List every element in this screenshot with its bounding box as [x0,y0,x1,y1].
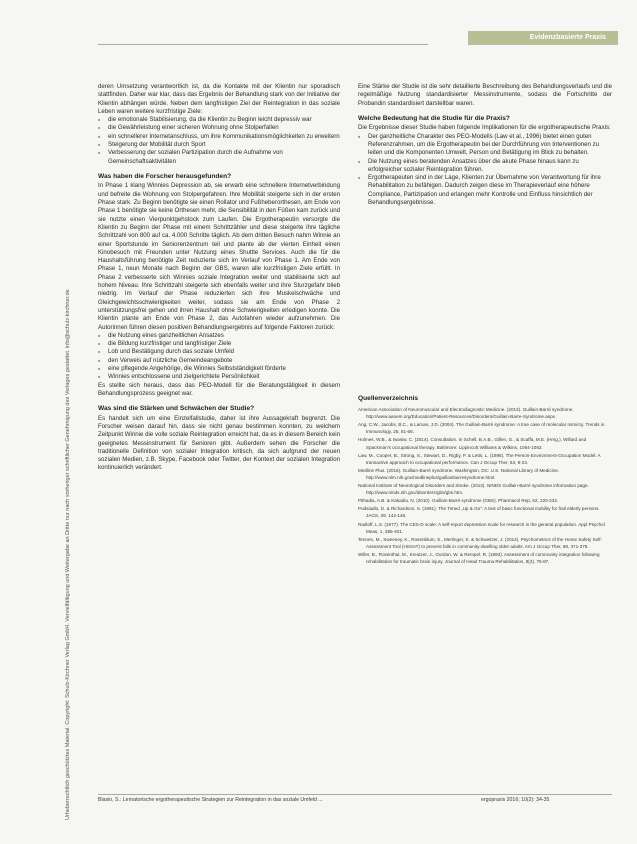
list-item: ■ die emotionale Stabilisierung, da die Klientin zu Beginn leicht depressiv war [98,116,340,124]
list-item: ■ ein schnellerer Internetanschluss, um ihre Kommunikationsmöglichkeiten zu erweitern [98,133,340,141]
reference-item: National Institute of Neurological Disorders and Stroke. (2013). NINDS Guillain-Barré syndrome information page. http://www.ninds.nih.gov/disorders/gbs/gbs.htm. [358,483,589,496]
heading-strengths: Was sind die Stärken und Schwächen der Studie? [98,405,255,413]
reference-item: Tennen, M., Sweeney, K., Rosenblum, S., Merlinger, S. & Schweitzer, J. (2014). Psychometrics of the Home Safety Self-Assessment Tool (HSSAT) to prevent falls in community-dwelling older adults. Am J Occup Ther, 68, 371-378. [358,536,602,549]
implications-list [358,133,612,208]
list-item: ■ Steigerung der Mobilität durch Sport [98,141,340,149]
reference-item: American Association of Neuromuscular and Electrodiagnostic Medicine. (2013). Guillain-Barré syndrome. http://www.aanem.org/Education/Patient-Resources/Disorders/Guillain-Barre-Syndrome.aspx. [358,407,574,420]
list-item: ■ die Bildung kurzfristiger und langfristiger Ziele [98,340,340,348]
heading-results: Was haben die Forscher herausgefunden? [98,172,232,180]
footer-journal-info: ergopraxis 2016; 10(2): 34-35 [481,797,550,803]
list-item: ■ Winnies entschlossene und zielgerichtete Persönlichkeit [98,373,340,381]
factors-list [98,332,340,382]
practice-intro: Die Ergebnisse dieser Studie haben folgende Implikationen für die ergotherapeutische Praxis: [358,124,611,132]
list-item: ■ eine pflegende Angehörige, die Winnies Selbstständigkeit förderte [98,365,340,373]
reference-item: Holmes, W.B., & Iwasiw, C. (2014). Consultation. In Schell, B.A.B., Gillen, G., & Scaffa, M.E. (Hrsg.), Willard and Spackman's occupational therapy. Baltimore: Lippincott Williams & Wilkins, 1064-1082. [358,437,587,450]
reference-item: Willer, B., Rosenthal, M., Kreutzer, J., Gordon, W. & Rempel, R. (1993). Assessment of community integration following rehabilitation for traumatic brain injury. Journal of Head Trauma Rehabilitation, 8(2), 75-87. [358,551,600,564]
reference-item: Pithadia, A.B. & Kakadia, N. (2010). Guillain-Barré syndrome (GBS). Pharmacol Rep, 62, 220-232. [358,498,559,504]
list-item: ■ Lob und Bestätigung durch das soziale Umfeld [98,348,340,356]
reference-item: Ang, C.W., Jacobs, B.C., & Laman, J.D. (2004). The Guillain-Barré syndrome: A true case of molecular mimicry. Trends in Immunology, 25, 61-66. [358,422,605,435]
intro-paragraph: deren Umsetzung verantwortlich ist, da die Kontakte mit der Klientin nur sporadisch stattfinden. Daher war klar, dass das Ergebnis der Behandlung stark von der Initiative der Klientin abhängen würde. Neben dem langfristigen Ziel der Reintegration in das soziale Leben waren weitere kurzfristige Ziele: [98,83,340,115]
reference-item: Law, M., Cooper, B., Strong, S., Stewart, D., Rigby, P. & Letts, L. (1996). The Person-Environment-Occupation Model: A transactive approach to occupational performance. Can J Occup Ther, 63, 9-23. [358,452,601,465]
side-copyright-note [65,40,75,820]
header-rule [98,44,428,45]
reference-item: Medline Plus. (2016). Guillain-Barré syndrome. Washington, DC: U.S. National Library of Medicine. http://www.nlm.nih.gov/medlineplus/guillainbarresyndrome.html. [358,467,560,480]
section-tab: Evidenzbasierte Praxis [468,31,618,45]
references-section [358,395,612,566]
right-column [358,83,612,207]
side-copyright-text: Urheberrechtlich geschütztes Material. Copyright: Schulz-Kirchner Verlag GmbH. Vervielfältigung und Weitergabe an Dritte nur nach vorheriger schriftlicher Genehmigung des Verlages gestattet. info@schulz-kirchner.de [65,289,71,820]
strengths-paragraph: Es handelt sich um eine Einzelfallstudie, daher ist ihre Aussagekraft begrenzt. Die Forscher weisen darauf hin, dass sie nicht genau bestimmen konnten, zu welchem Zeitpunkt Winnie die volle soziale Reintegration erreicht hat, da es in diesem Bereich kein geeignetes Messinstrument für Senioren gibt. Außerdem sehen die Forscher die traditionelle Definition von sozialer Integration kritisch, da sich aufgrund der neuen sozialen Medien, z.B. Skype, Facebook oder Twitter, der Kontext der sozialen Integration kontinuierlich verändert. [98,414,340,472]
strengths-continued-paragraph: Eine Stärke der Studie ist die sehr detaillierte Beschreibung des Behandlungsverlaufs und die regelmäßige Nutzung standardisierter Messinstrumente, sodass die Fortschritte der Probandin standardisiert darstellbar waren. [358,83,612,107]
list-item: ■ die Gewährleistung einer sicheren Wohnung ohne Stolperfallen [98,124,340,132]
list-item: ■ Ergotherapeuten sind in der Lage, Klienten zur Übernahme von Verantwortung für ihre Rehabilitation zu befähigen. Dadurch zeigen diese im Therapieverlauf eine höhere Compliance, Partizipation und erlangen mehr Kontrolle und Einfluss hinsichtlich der Behandlungsergebnisse. [358,174,612,207]
results-paragraph: In Phase 1 klang Winnies Depression ab, sie erwarb eine schnellere Internetverbindung und befreite die Wohnung von Stolpergefahren. Ihre Mobilität steigerte sich in der ersten Phase stark. Zu Beginn benötigte sie einen Rollator und Fußheberorthesen, am Ende von Phase 1 benötigte sie keine Orthesen mehr, die Sensibilität in den Füßen kam zurück und sie nutzte einen Vierpunktgehstock zum Laufen. Die Ergotherapeutin versorgte die Klientin zu Beginn der Phase mit einem Schrittzähler und diese steigerte ihre tägliche Schrittzahl von 800 auf ca. 4.000 Schritte täglich. Ab dem dritten Besuch nahm Winnie an einer Sportstunde im Seniorenzentrum teil und plante ab der vierten Einheit einen Kinobesuch mit Freunden unter Nutzung eines Shuttle Services. Auch die für die Haushaltsführung benötigte Zeit reduzierte sich im Verlauf von Phase 1. Am Ende von Phase 1, neun Monate nach Beginn der GBS, waren alle kurzfristigen Ziele erfüllt. In Phase 2 verbesserte sich Winnies soziale Integration weiter und stabilisierte sich auf hohem Niveau. Ihre Schrittzahl steigerte sich ebenfalls weiter und ihre Sturzgefahr blieb niedrig. Im Verlauf der Phase reduzierten sich ihre Muskelschwäche und Gleichgewichtsschwierigkeiten weiter, sodass sie am Ende von Phase 2 unterstützungsfrei gehen und ihren Haushalt ohne Schwierigkeiten erledigen konnte. Die Klientin plante am Ende von Phase 2, das Autofahren wieder aufzunehmen. Die Autorinnen führen diesen positiven Behandlungsergebnis auf folgende Faktoren zurück: [98,182,340,331]
left-column [98,83,340,473]
heading-practice: Welche Bedeutung hat die Studie für die Praxis? [358,114,510,122]
footer-rule [98,794,612,795]
goals-list [98,116,340,166]
list-item: ■ Die Nutzung eines beratenden Ansatzes über die akute Phase hinaus kann zu erfolgreicher sozialer Reintegration führen. [358,158,612,175]
references-heading: Quellenverzeichnis [358,395,419,402]
conclusion-paragraph: Es stellte sich heraus, dass das PEO-Modell für die Beratungstätigkeit in diesem Behandlungsprozess geeignet war. [98,381,340,397]
footer-citation: Blasio, S.: Lernatorische ergotherapeutische Strategien zur Reintegration in das soziale Umfeld ... [98,797,323,803]
list-item: ■ Der ganzheitliche Charakter des PEO-Modells (Law et al., 1996) bietet einen guten Referenzrahmen, um die Ergotherapeutin bei der Durchführung von Interventionen zu leiten und die Komponenten Umwelt, Person und Betätigung im Blick zu behalten. [358,133,612,158]
reference-item: Radloff, L.S. (1977). The CES-D scale: A self-report depression scale for research in the general population. Appl Psychol Meas, 1, 385-401. [358,521,605,534]
list-item: ■ den Verweis auf nützliche Gemeindeangebote [98,357,340,365]
reference-item: Podsiadlo, D. & Richardson, S. (1991). The Timed „Up & Go": A test of basic functional mobility for frail elderly persons. JAGS, 39, 142-148. [358,506,600,519]
list-item: ■ Verbesserung der sozialen Partizipation durch die Aufnahme von Gemeinschaftsaktivitäten [98,149,340,166]
list-item: ■ die Nutzung eines ganzheitlichen Ansatzes [98,332,340,340]
